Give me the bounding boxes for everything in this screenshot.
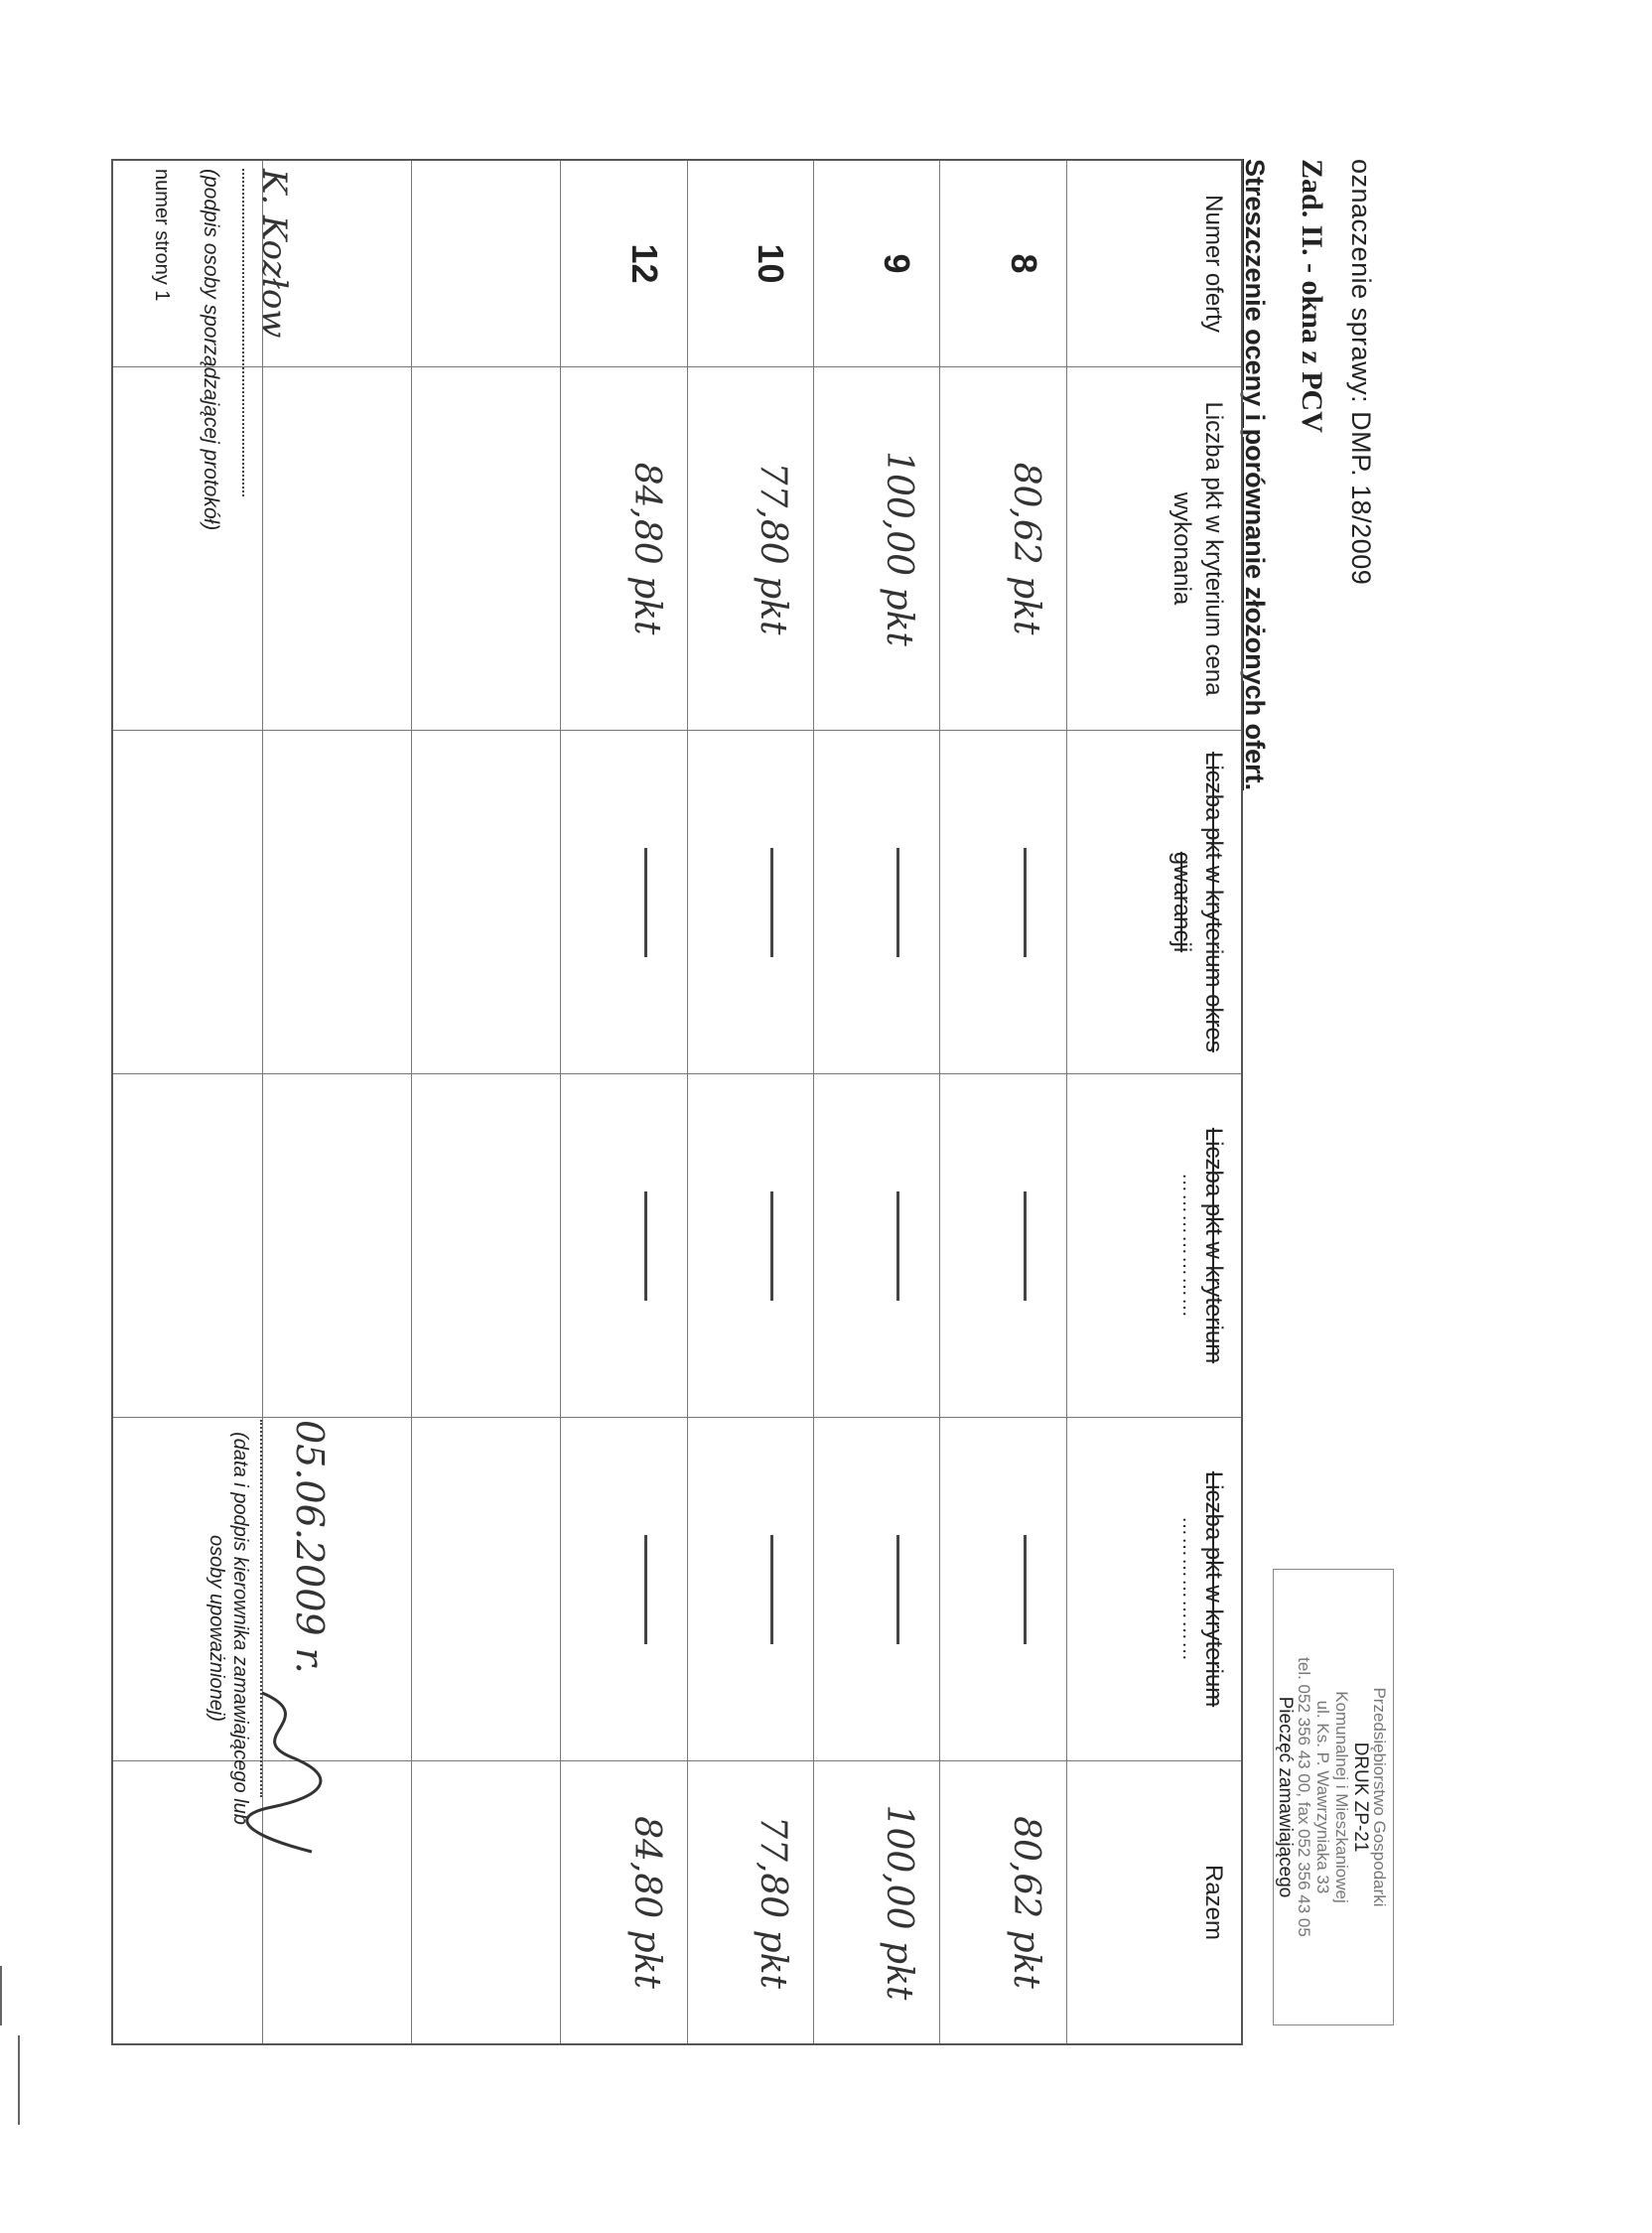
dash-mark — [1024, 1191, 1027, 1301]
preparer-caption: (podpis osoby sporządzającej protokół) — [200, 169, 222, 531]
preparer-signature: K. Kozłow — [242, 169, 294, 496]
dash-mark — [770, 848, 773, 957]
column-header: Liczba pkt w kryterium cena wykonania — [1066, 367, 1242, 731]
case-reference: oznaczenie sprawy: DMP. 18/2009 — [1346, 159, 1376, 586]
column-dots: ………………… — [1178, 1516, 1200, 1662]
offer-number: 9 — [877, 253, 918, 274]
page-number: numer strony 1 — [151, 169, 173, 302]
total-points: 100,00 pkt — [879, 1804, 920, 2001]
table-row — [940, 160, 1066, 2044]
dash-mark — [896, 848, 899, 957]
column-header: Liczba pkt w kryterium ………………… — [1066, 1418, 1242, 1761]
table-header-row — [1066, 160, 1242, 2044]
stamp-form-code: DRUK ZP-21 — [1350, 1742, 1371, 1853]
dash-mark — [896, 1535, 899, 1644]
offer-number: 12 — [623, 243, 665, 284]
dash-mark — [644, 848, 647, 957]
scan-edge-mark — [18, 2035, 20, 2125]
table-row — [687, 160, 813, 2044]
dash-mark — [1024, 1535, 1027, 1644]
dash-mark — [770, 1191, 773, 1301]
head-caption: (data i podpis kierownika zamawiającego lub osoby upoważnionej) — [206, 1432, 251, 1825]
table-row-empty — [411, 160, 560, 2044]
table-row — [561, 160, 687, 2044]
stamp-line: Przedsiębiorstwo Gospodarki — [1370, 1687, 1389, 1907]
dash-mark — [770, 1535, 773, 1644]
company-stamp — [1273, 1569, 1394, 2025]
price-points: 77,80 pkt — [752, 462, 793, 635]
column-header: Razem — [1066, 1761, 1242, 2045]
total-points: 80,62 pkt — [1005, 1816, 1046, 1989]
dash-mark — [644, 1191, 647, 1301]
price-points: 80,62 pkt — [1005, 462, 1046, 635]
table-row — [813, 160, 939, 2044]
column-header: Liczba pkt w kryterium okres gwarancji — [1066, 731, 1242, 1074]
stamp-label: Pieczęć zamawiającego — [1275, 1696, 1296, 1898]
offer-number: 10 — [750, 243, 791, 284]
table-title: Streszczenie oceny i porównanie złożonych ofert. — [1240, 159, 1270, 791]
lot-title: Zad. II. - okna z PCV — [1296, 159, 1328, 433]
dash-mark — [644, 1535, 647, 1644]
dash-mark — [1024, 848, 1027, 957]
total-points: 84,80 pkt — [625, 1816, 667, 1989]
price-points: 84,80 pkt — [625, 462, 667, 635]
total-points: 77,80 pkt — [752, 1816, 793, 1989]
column-header: Numer oferty — [1066, 160, 1242, 367]
signature-scribble-icon — [242, 1688, 332, 1857]
column-dots: ………………… — [1178, 1173, 1200, 1319]
dash-mark — [896, 1191, 899, 1301]
column-header: Liczba pkt w kryterium ………………… — [1066, 1074, 1242, 1418]
stamp-line: Komunalnej i Mieszkaniowej — [1332, 1691, 1351, 1903]
offer-number: 8 — [1003, 253, 1044, 274]
date-signature: 05.06.2009 r. — [260, 1420, 332, 1797]
scan-edge-mark — [0, 1966, 2, 2025]
stamp-line: ul. Ks. P. Wawrzyniaka 33 — [1313, 1700, 1332, 1894]
price-points: 100,00 pkt — [879, 451, 920, 646]
stamp-line: tel. 052 356 43 00, fax 052 356 43 05 — [1295, 1657, 1313, 1937]
